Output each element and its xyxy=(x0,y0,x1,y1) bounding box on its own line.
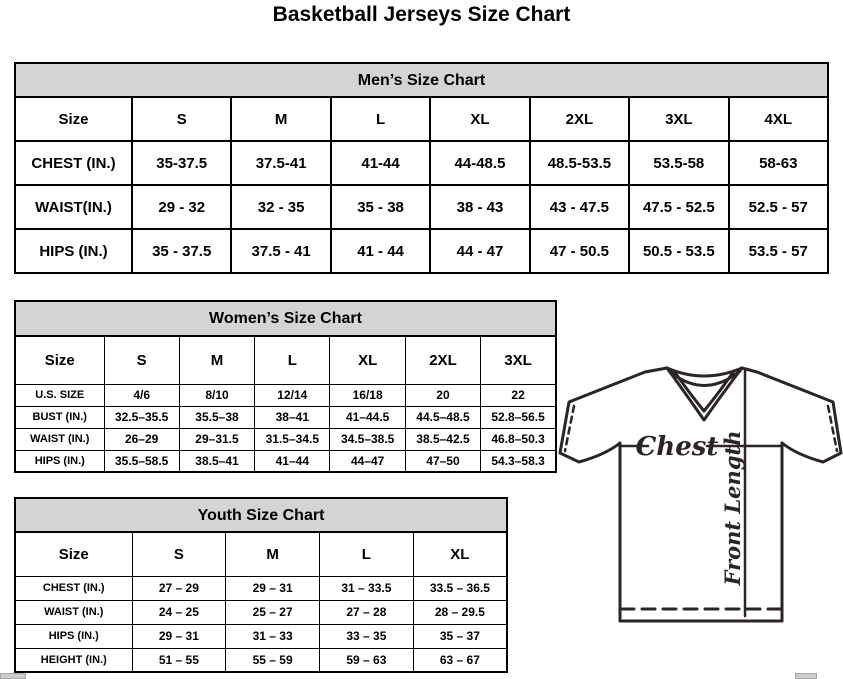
size-column-header: XL xyxy=(413,532,507,576)
size-header-row xyxy=(15,532,507,576)
row-label: WAIST(IN.) xyxy=(15,185,132,229)
value-cell: 48.5-53.5 xyxy=(530,141,629,185)
row-label: WAIST (IN.) xyxy=(15,600,132,624)
value-cell: 44-48.5 xyxy=(430,141,529,185)
value-cell: 52.5 - 57 xyxy=(729,185,828,229)
size-column-header: S xyxy=(132,97,231,141)
value-cell: 31.5–34.5 xyxy=(255,428,330,450)
value-cell: 35 – 37 xyxy=(413,624,507,648)
size-column-header: M xyxy=(179,336,254,384)
value-cell: 35-37.5 xyxy=(132,141,231,185)
size-column-header: 2XL xyxy=(405,336,480,384)
value-cell: 35.5–38 xyxy=(179,406,254,428)
value-cell: 58-63 xyxy=(729,141,828,185)
row-label: BUST (IN.) xyxy=(15,406,104,428)
body-outline xyxy=(620,443,782,621)
row-label: HEIGHT (IN.) xyxy=(15,648,132,672)
value-cell: 41-44 xyxy=(331,141,430,185)
value-cell: 37.5 - 41 xyxy=(231,229,330,273)
horizontal-scrollbar-thumb-left[interactable] xyxy=(0,673,26,679)
value-cell: 16/18 xyxy=(330,384,405,406)
row-label: HIPS (IN.) xyxy=(15,450,104,472)
table-row xyxy=(15,428,556,450)
value-cell: 38.5–41 xyxy=(179,450,254,472)
size-column-header: 3XL xyxy=(629,97,728,141)
womens-chart-title: Women’s Size Chart xyxy=(14,300,557,337)
value-cell: 44 - 47 xyxy=(430,229,529,273)
value-cell: 43 - 47.5 xyxy=(530,185,629,229)
value-cell: 28 – 29.5 xyxy=(413,600,507,624)
size-column-header: 4XL xyxy=(729,97,828,141)
size-column-header: L xyxy=(331,97,430,141)
value-cell: 35 - 38 xyxy=(331,185,430,229)
value-cell: 29–31.5 xyxy=(179,428,254,450)
table-row xyxy=(15,229,828,273)
value-cell: 59 – 63 xyxy=(320,648,414,672)
value-cell: 32.5–35.5 xyxy=(104,406,179,428)
size-column-header: L xyxy=(255,336,330,384)
horizontal-scrollbar-thumb-right[interactable] xyxy=(795,673,817,679)
size-column-header: XL xyxy=(430,97,529,141)
size-column-header: 3XL xyxy=(481,336,556,384)
value-cell: 44–47 xyxy=(330,450,405,472)
value-cell: 27 – 29 xyxy=(132,576,226,600)
size-column-header: M xyxy=(231,97,330,141)
value-cell: 51 – 55 xyxy=(132,648,226,672)
size-header-row xyxy=(15,336,556,384)
table-row xyxy=(15,384,556,406)
value-cell: 46.8–50.3 xyxy=(481,428,556,450)
value-cell: 12/14 xyxy=(255,384,330,406)
right-sleeve-outline xyxy=(742,368,841,462)
table-row xyxy=(15,141,828,185)
value-cell: 50.5 - 53.5 xyxy=(629,229,728,273)
value-cell: 31 – 33.5 xyxy=(320,576,414,600)
value-cell: 38 - 43 xyxy=(430,185,529,229)
value-cell: 33.5 – 36.5 xyxy=(413,576,507,600)
value-cell: 53.5 - 57 xyxy=(729,229,828,273)
page-title: Basketball Jerseys Size Chart xyxy=(272,3,571,26)
value-cell: 35 - 37.5 xyxy=(132,229,231,273)
size-column-header: L xyxy=(320,532,414,576)
value-cell: 33 – 35 xyxy=(320,624,414,648)
value-cell: 29 – 31 xyxy=(226,576,320,600)
row-label: CHEST (IN.) xyxy=(15,576,132,600)
row-label: U.S. SIZE xyxy=(15,384,104,406)
value-cell: 38.5–42.5 xyxy=(405,428,480,450)
size-column-header: S xyxy=(104,336,179,384)
value-cell: 26–29 xyxy=(104,428,179,450)
value-cell: 47.5 - 52.5 xyxy=(629,185,728,229)
row-label: HIPS (IN.) xyxy=(15,229,132,273)
youth-size-chart-section xyxy=(14,497,508,673)
mens-chart-title: Men’s Size Chart xyxy=(14,62,829,98)
size-column-header: S xyxy=(132,532,226,576)
value-cell: 54.3–58.3 xyxy=(481,450,556,472)
table-row xyxy=(15,600,507,624)
value-cell: 25 – 27 xyxy=(226,600,320,624)
value-cell: 31 – 33 xyxy=(226,624,320,648)
mens-size-table xyxy=(14,96,829,274)
value-cell: 63 – 67 xyxy=(413,648,507,672)
size-column-header: 2XL xyxy=(530,97,629,141)
value-cell: 52.8–56.5 xyxy=(481,406,556,428)
front-length-label: Front Length xyxy=(720,430,745,586)
value-cell: 20 xyxy=(405,384,480,406)
value-cell: 22 xyxy=(481,384,556,406)
size-header-cell: Size xyxy=(15,532,132,576)
row-label: CHEST (IN.) xyxy=(15,141,132,185)
row-label: HIPS (IN.) xyxy=(15,624,132,648)
value-cell: 4/6 xyxy=(104,384,179,406)
table-row xyxy=(15,185,828,229)
value-cell: 47 - 50.5 xyxy=(530,229,629,273)
table-row xyxy=(15,576,507,600)
jersey-measurement-diagram xyxy=(557,358,843,630)
womens-size-chart-section xyxy=(14,300,557,473)
value-cell: 38–41 xyxy=(255,406,330,428)
size-header-cell: Size xyxy=(15,336,104,384)
value-cell: 34.5–38.5 xyxy=(330,428,405,450)
value-cell: 41–44 xyxy=(255,450,330,472)
value-cell: 27 – 28 xyxy=(320,600,414,624)
value-cell: 32 - 35 xyxy=(231,185,330,229)
size-column-header: M xyxy=(226,532,320,576)
youth-chart-title: Youth Size Chart xyxy=(14,497,508,533)
size-column-header: XL xyxy=(330,336,405,384)
size-header-row xyxy=(15,97,828,141)
table-row xyxy=(15,406,556,428)
table-row xyxy=(15,648,507,672)
value-cell: 53.5-58 xyxy=(629,141,728,185)
womens-size-table xyxy=(14,335,557,473)
table-row xyxy=(15,624,507,648)
value-cell: 37.5-41 xyxy=(231,141,330,185)
value-cell: 24 – 25 xyxy=(132,600,226,624)
value-cell: 8/10 xyxy=(179,384,254,406)
value-cell: 35.5–58.5 xyxy=(104,450,179,472)
value-cell: 29 - 32 xyxy=(132,185,231,229)
value-cell: 29 – 31 xyxy=(132,624,226,648)
mens-size-chart-section xyxy=(14,62,829,274)
size-header-cell: Size xyxy=(15,97,132,141)
value-cell: 44.5–48.5 xyxy=(405,406,480,428)
value-cell: 41 - 44 xyxy=(331,229,430,273)
row-label: WAIST (IN.) xyxy=(15,428,104,450)
value-cell: 47–50 xyxy=(405,450,480,472)
table-row xyxy=(15,450,556,472)
value-cell: 55 – 59 xyxy=(226,648,320,672)
value-cell: 41–44.5 xyxy=(330,406,405,428)
chest-label: Chest xyxy=(635,432,719,462)
youth-size-table xyxy=(14,531,508,673)
